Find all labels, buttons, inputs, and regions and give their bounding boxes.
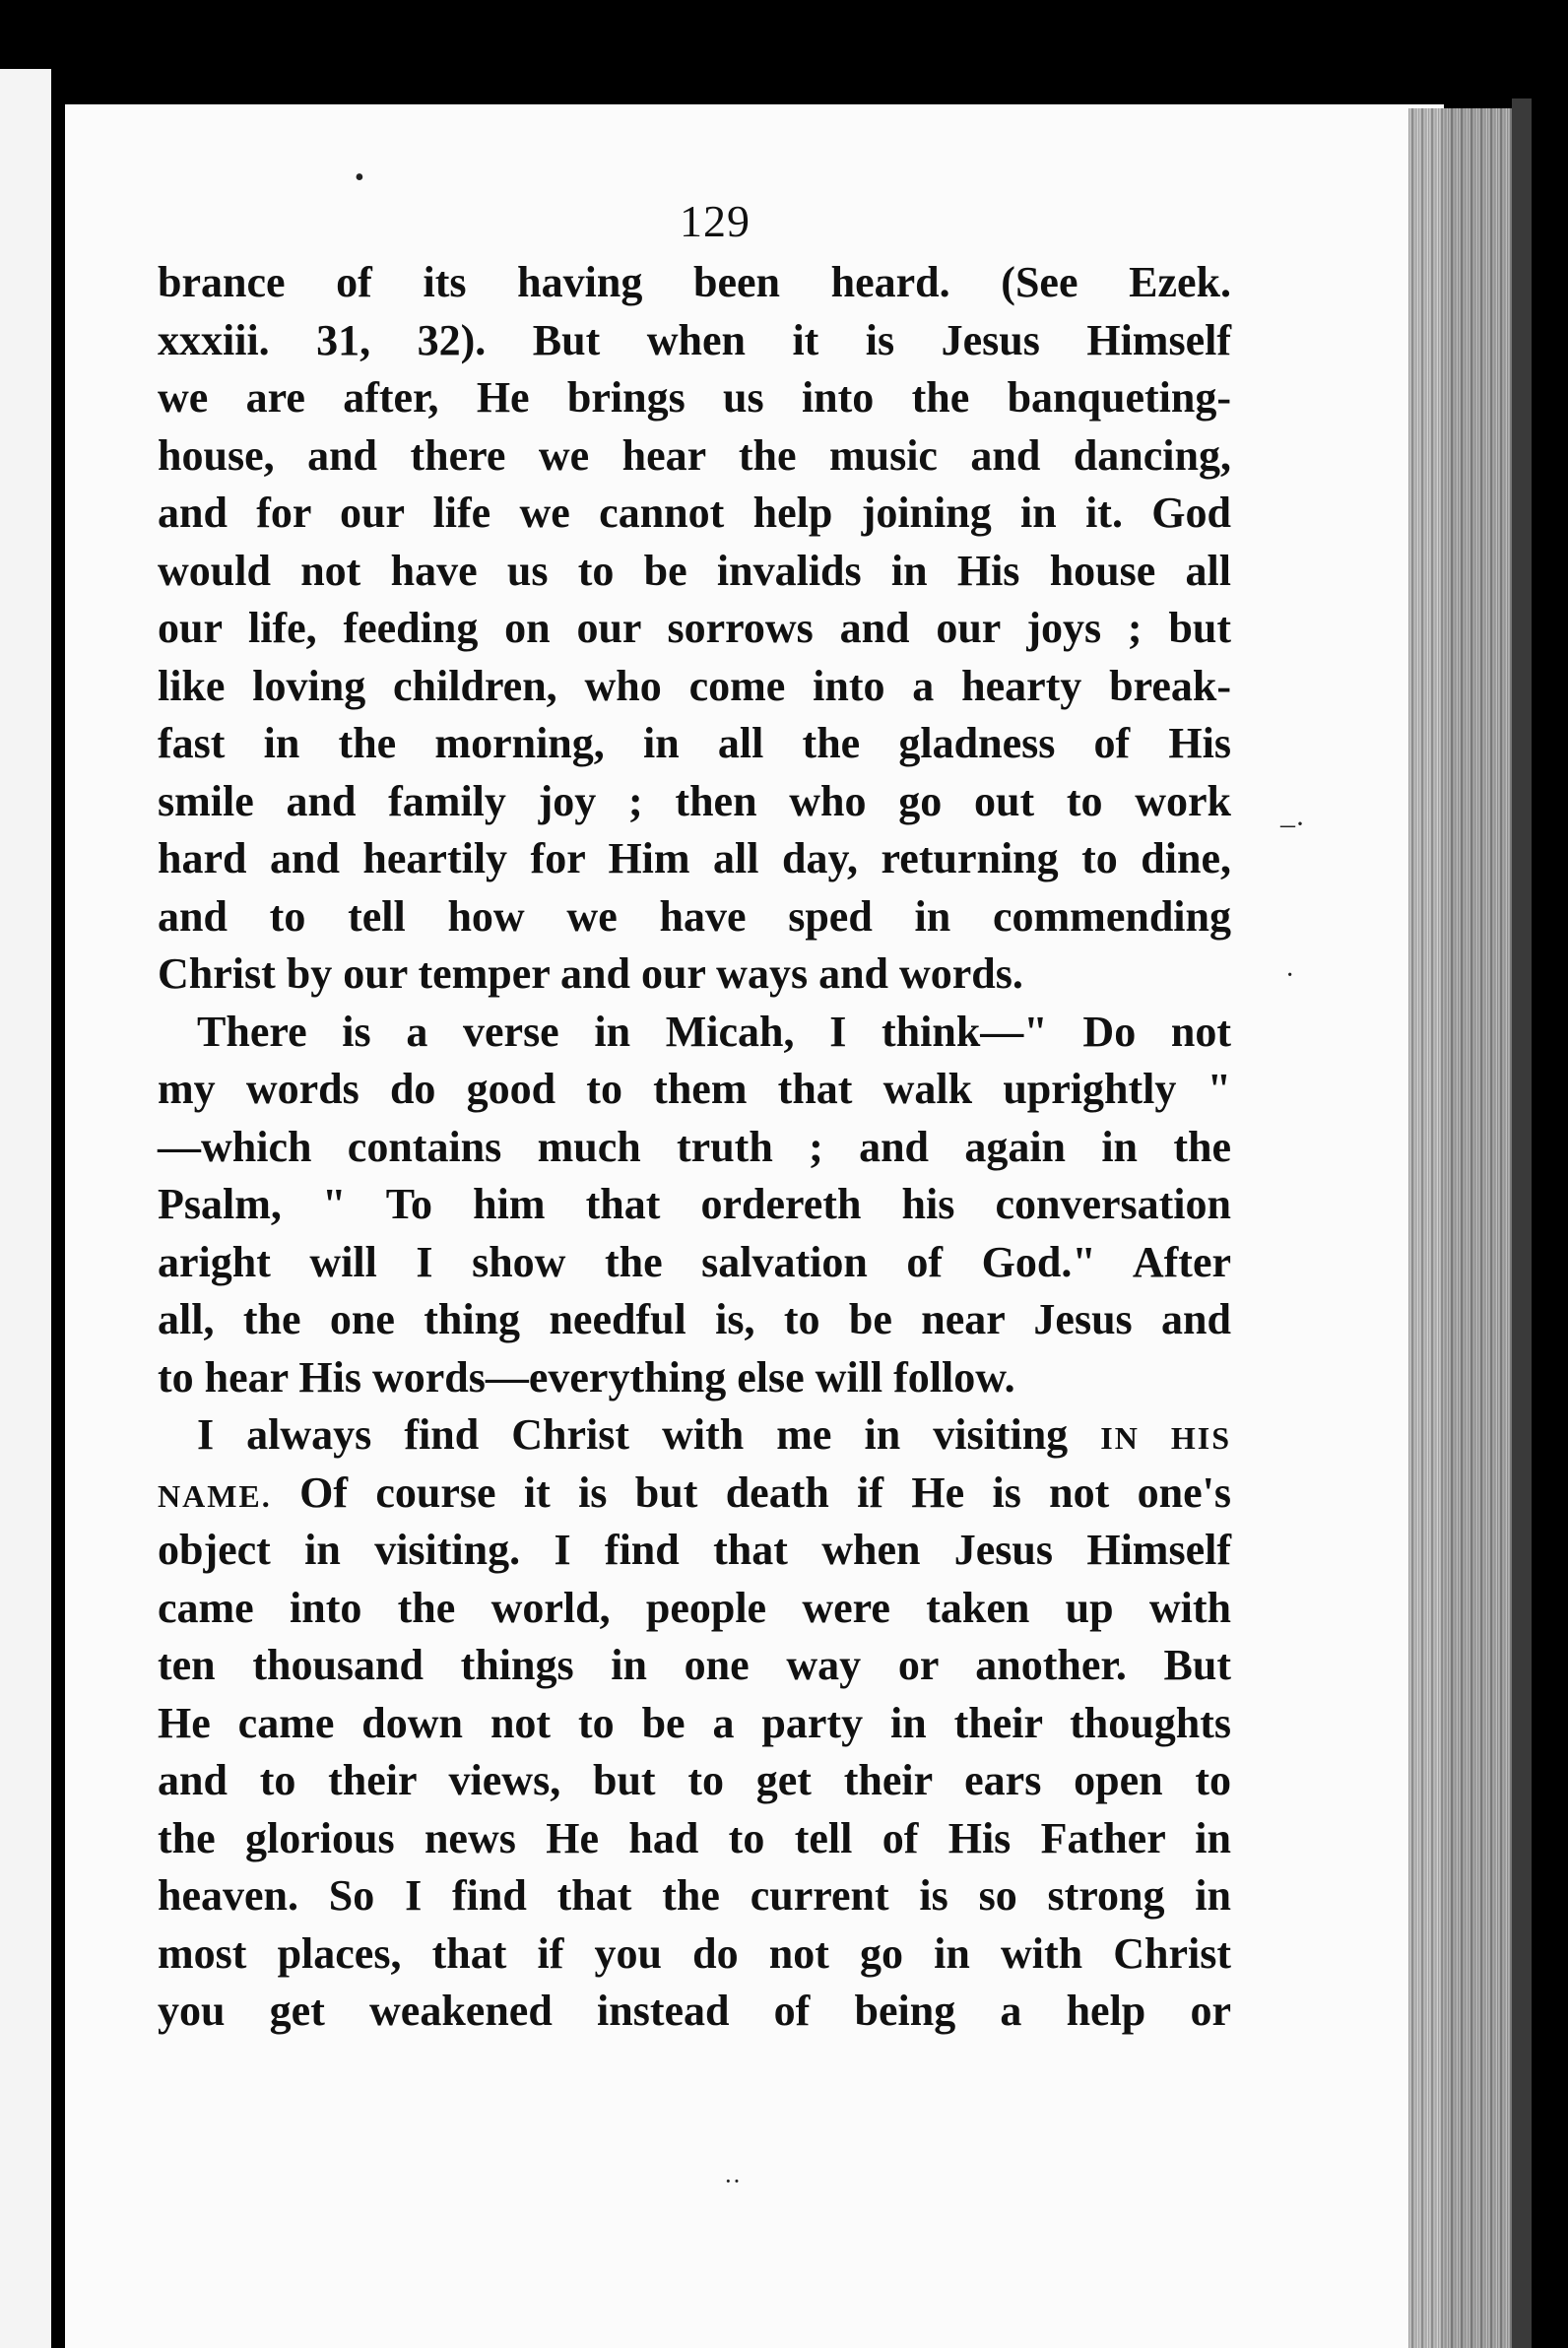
smallcaps-text: NAME.	[158, 1477, 272, 1514]
text-line: smile and family joy ; then who go out to work	[158, 776, 1231, 825]
text-line: all, the one thing needful is, to be near Jesus and	[158, 1295, 1231, 1343]
text-line: hard and heartily for Him all day, returning to dine,	[158, 834, 1231, 882]
text-line	[158, 1406, 1231, 1465]
text-line: heaven. So I find that the current is so strong in	[158, 1871, 1231, 1920]
text-line: our life, feeding on our sorrows and our joys ; but	[158, 604, 1231, 652]
text-line: and for our life we cannot help joining in it. God	[158, 489, 1231, 537]
text-line: you get weakened instead of being a help or	[158, 1987, 1231, 2035]
text-line: like loving children, who come into a hearty break-	[158, 661, 1231, 710]
text-line: He came down not to be a party in their thoughts	[158, 1698, 1231, 1747]
text-line	[158, 1465, 1231, 1523]
ink-speck: –·	[1280, 808, 1305, 840]
text-segment: Of course it is but death if He is not one's	[299, 1468, 1231, 1517]
text-line: house, and there we hear the music and dancing,	[158, 430, 1231, 480]
page-fore-edge	[1408, 108, 1527, 2348]
text-line: ten thousand things in one way or another. But	[158, 1641, 1231, 1689]
text-line: aright will I show the salvation of God." After	[158, 1237, 1231, 1286]
text-line: my words do good to them that walk uprightly "	[158, 1065, 1231, 1113]
text-line: There is a verse in Micah, I think—" Do not	[197, 1007, 1231, 1056]
text-line: most places, that if you do not go in with Christ	[158, 1928, 1231, 1978]
text-line: the glorious news He had to tell of His Father in	[158, 1813, 1231, 1862]
text-line: to hear His words—everything else will follow.	[158, 1352, 1015, 1402]
page-number: 129	[680, 196, 751, 246]
text-line: xxxiii. 31, 32). But when it is Jesus Himself	[158, 315, 1231, 364]
ink-speck: ·	[1285, 960, 1295, 991]
ink-speck: •	[355, 163, 364, 193]
text-line: brance of its having been heard. (See Ezek.	[158, 258, 1231, 306]
text-line: fast in the morning, in all the gladness of His	[158, 719, 1231, 767]
text-line: Christ by our temper and our ways and words.	[158, 949, 1023, 998]
text-line: and to their views, but to get their ears open to	[158, 1756, 1231, 1804]
text-line: came into the world, people were taken up with	[158, 1583, 1231, 1632]
text-line: Psalm, " To him that ordereth his conversation	[158, 1180, 1231, 1228]
text-line: object in visiting. I find that when Jesus Himself	[158, 1526, 1231, 1574]
smallcaps-text: IN HIS	[1100, 1420, 1232, 1456]
ink-speck: ··	[724, 2167, 742, 2195]
text-line: —which contains much truth ; and again in the	[158, 1122, 1231, 1171]
text-segment: I always find Christ with me in visiting	[197, 1410, 1069, 1459]
page-edge-shadow	[1512, 98, 1532, 2348]
text-line: we are after, He brings us into the banqueting-	[158, 373, 1231, 422]
body-text	[158, 254, 1231, 2041]
text-line: and to tell how we have sped in commending	[158, 891, 1231, 941]
text-line: would not have us to be invalids in His house all	[158, 546, 1231, 595]
facing-page-margin	[0, 69, 51, 2348]
